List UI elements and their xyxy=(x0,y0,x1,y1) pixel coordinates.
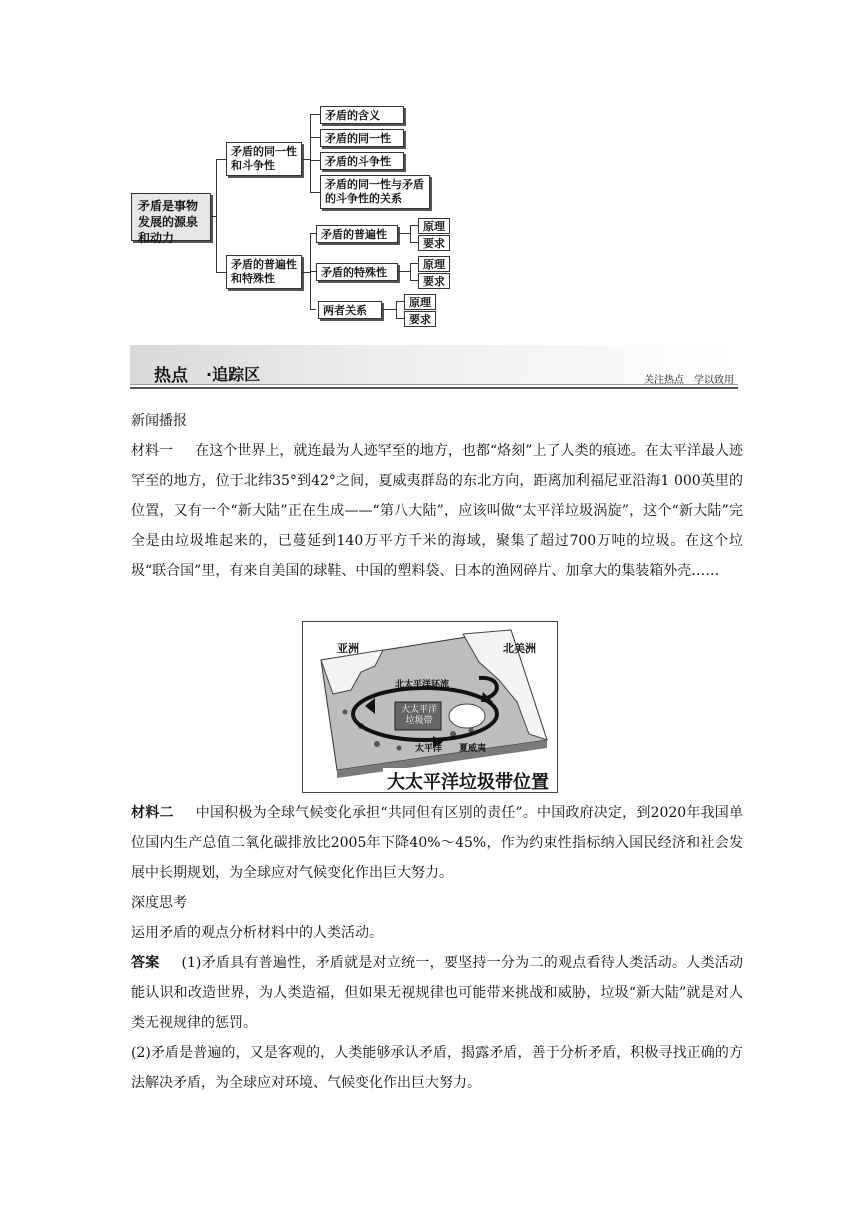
connector xyxy=(410,225,411,242)
answer-paragraph-1 xyxy=(131,948,743,1038)
map-label-pacific: 太平洋 xyxy=(415,744,443,754)
material-two-paragraph xyxy=(131,798,743,888)
material-one-label: 材料一 xyxy=(131,443,174,459)
connector xyxy=(310,160,320,161)
question-text: 运用矛盾的观点分析材料中的人类活动。 xyxy=(131,925,383,941)
connector xyxy=(410,263,418,264)
material-one-paragraph xyxy=(131,436,743,586)
mindmap-item: 矛盾的特殊性 xyxy=(316,263,398,281)
map-label-patch: 大太平洋垃圾带 xyxy=(400,705,437,726)
material-one-text: 在这个世界上，就连最为人迹罕至的地方，也都“烙刻”上了人类的痕迹。在太平洋最人迹罕至的地方，位于北纬35°到42°之间，夏威夷群岛的东北方向，距离加利福尼亚沿海1 000英里的位置，又有一个“新大陆”正在生成——“第八大陆”，应该叫做“太平洋垃圾涡旋”，这个“新大陆”完全是由垃圾堆起来的，已蔓延到140万平方千米的海域，聚集了超过700万吨的垃圾。在这个垃圾“联合国”里，有来自美国的球鞋、中国的塑料袋、日本的渔网碎片、加拿大的集装箱外壳…… xyxy=(131,443,744,579)
mindmap-item: 矛盾的同一性与矛盾的斗争性的关系 xyxy=(320,175,430,209)
connector xyxy=(410,242,418,243)
material-one-block xyxy=(131,406,743,586)
mindmap-root: 矛盾是事物发展的源泉和动力 xyxy=(131,193,211,241)
mindmap-leaf-requirement: 要求 xyxy=(418,235,450,251)
mindmap-leaf-principle: 原理 xyxy=(418,218,450,234)
connector xyxy=(216,272,226,273)
connector xyxy=(398,271,410,272)
connector xyxy=(410,263,411,280)
connector xyxy=(302,159,310,160)
answer-label: 答案 xyxy=(131,955,160,971)
connector xyxy=(396,318,404,319)
section-banner xyxy=(130,345,738,389)
map-label-asia: 亚洲 xyxy=(337,642,359,655)
news-heading: 新闻播报 xyxy=(131,413,187,429)
connector xyxy=(396,301,404,302)
connector xyxy=(382,309,396,310)
connector xyxy=(302,272,310,273)
banner-rule xyxy=(130,387,738,389)
mindmap-leaf-principle: 原理 xyxy=(418,256,450,272)
connector xyxy=(216,159,226,160)
connector xyxy=(410,225,418,226)
connector xyxy=(310,114,311,193)
mindmap-leaf-requirement: 要求 xyxy=(418,273,450,289)
mindmap-item: 矛盾的斗争性 xyxy=(320,152,404,170)
answer-paragraph-2: (2)矛盾是普遍的，又是客观的，人类能够承认矛盾，揭露矛盾，善于分析矛盾，积极寻找正确的方法解决矛盾，为全球应对环境、气候变化作出巨大努力。 xyxy=(131,1045,743,1091)
mindmap-leaf-principle: 原理 xyxy=(404,294,436,310)
mindmap-leaf-requirement: 要求 xyxy=(404,311,436,327)
banner-title: 热点 xyxy=(154,366,188,386)
mindmap-branch-identity-struggle: 矛盾的同一性和斗争性 xyxy=(226,142,302,176)
material-two-text: 中国积极为全球气候变化承担“共同但有区别的责任”。中国政府决定，到2020年我国单位国内生产总值二氧化碳排放比2005年下降40%～45%，作为约束性指标纳入国民经济和社会发展中长期规划，为全球应对气候变化作出巨大努力。 xyxy=(131,805,743,881)
connector xyxy=(216,159,217,272)
banner-subtitle: ·追踪区 xyxy=(206,365,261,384)
connector xyxy=(310,137,320,138)
material-two-block xyxy=(131,798,743,1098)
garbage-patch-map xyxy=(302,621,558,793)
connector xyxy=(410,280,418,281)
mindmap-item: 矛盾的普遍性 xyxy=(316,225,398,243)
connector xyxy=(398,233,410,234)
banner-slogan: 关注热点 学以致用 xyxy=(644,375,734,386)
connector xyxy=(310,309,316,310)
map-label-current: 北太平洋环流 xyxy=(395,680,450,690)
mindmap-branch-universality-particularity: 矛盾的普遍性和特殊性 xyxy=(226,255,302,289)
connector xyxy=(310,114,320,115)
map-label-hawaii: 夏威夷 xyxy=(459,744,487,754)
mindmap-item: 两者关系 xyxy=(318,301,382,319)
mindmap-item: 矛盾的同一性 xyxy=(320,129,404,147)
mindmap-item: 矛盾的含义 xyxy=(320,106,404,124)
deep-heading: 深度思考 xyxy=(131,895,187,911)
connector xyxy=(310,192,320,193)
map-caption: 大太平洋垃圾带位置 xyxy=(387,772,549,793)
connector xyxy=(396,301,397,318)
answer-one-text: (1)矛盾具有普遍性，矛盾就是对立统一，要坚持一分为二的观点看待人类活动。人类活动能认识和改造世界，为人类造福，但如果无视规律也可能带来挑战和威胁，垃圾“新大陆”就是对人类无视规律的惩罚。 xyxy=(131,955,743,1031)
map-label-north-america: 北美洲 xyxy=(503,642,536,655)
material-two-label: 材料二 xyxy=(131,805,174,821)
